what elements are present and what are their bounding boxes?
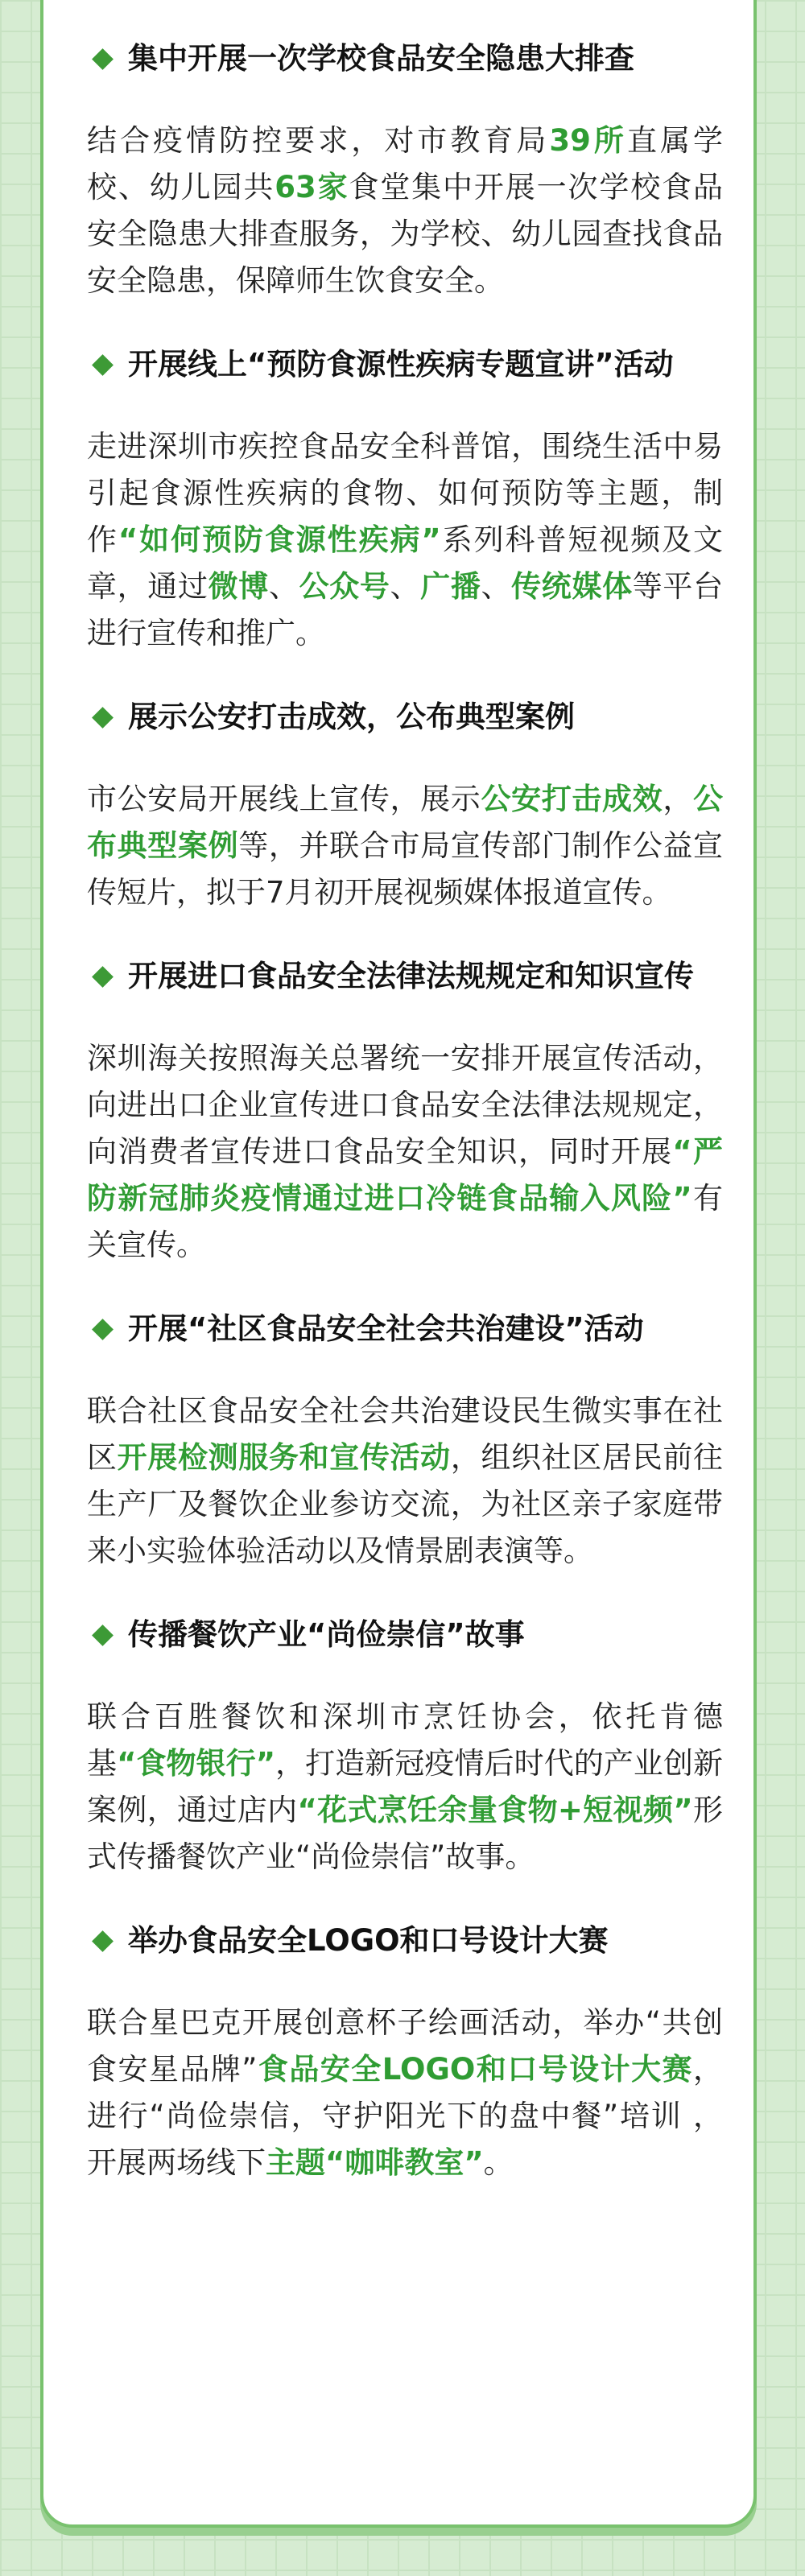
section-heading (87, 1306, 723, 1352)
section-paragraph (87, 423, 723, 657)
section-3 (87, 657, 723, 916)
highlight-text: “严防新冠肺炎疫情通过进口冷链食品输入风险” (87, 1134, 723, 1216)
body-text: 、 (268, 569, 299, 604)
highlight-text: 公安打击成效 (481, 782, 663, 816)
diamond-bullet-icon (92, 354, 114, 376)
highlight-text: 39所 (549, 123, 627, 158)
section-heading (87, 694, 723, 741)
section-7 (87, 1880, 723, 2186)
section-2 (87, 304, 723, 657)
section-gap (87, 1880, 723, 1918)
section-heading-text: 展示公安打击成效，公布典型案例 (128, 700, 575, 734)
section-heading (87, 341, 723, 388)
highlight-text: 开展检测服务和宣传活动 (117, 1440, 451, 1475)
section-heading-text: 开展进口食品安全法律法规规定和知识宣传 (128, 959, 694, 993)
section-gap (87, 1269, 723, 1306)
section-gap (87, 916, 723, 953)
section-heading (87, 953, 723, 1000)
highlight-text: 微博 (208, 569, 269, 604)
section-heading (87, 35, 723, 82)
highlight-text: 63家 (275, 170, 349, 204)
section-5 (87, 1269, 723, 1575)
body-text: 系列科普短视频及文章，通过 (87, 522, 724, 604)
content-card (40, 0, 757, 2528)
body-text: ，进行“尚俭崇信，守护阳光下的盘中餐”培训 ，开展两场线下 (87, 2052, 723, 2180)
section-paragraph (87, 1388, 723, 1575)
body-text: 深圳海关按照海关总署统一安排开展宣传活动，向进出口企业宣传进口食品安全法律法规规定，向消费者宣传进口食品安全知识，同时开展 (87, 1041, 723, 1169)
section-gap (87, 657, 723, 694)
diamond-bullet-icon (92, 1319, 114, 1340)
highlight-text: “食物银行” (117, 1746, 276, 1781)
body-text: 食堂集中开展一次学校食品安全隐患大排查服务，为学校、幼儿园查找食品安全隐患，保障师生饮食安全。 (87, 170, 724, 298)
highlight-text: “花式烹饪余量食物+短视频” (297, 1793, 693, 1827)
body-text: 联合星巴克开展创意杯子绘画活动，举办“共创食安星品牌” (87, 2005, 723, 2087)
body-text: 市公安局开展线上宣传，展示 (87, 782, 481, 816)
highlight-text: 主题“咖啡教室” (266, 2145, 484, 2180)
body-text: ， (663, 782, 694, 816)
section-heading (87, 1612, 723, 1658)
section-gap (87, 304, 723, 341)
body-text: 联合社区食品安全社会共治建设民生微实事在社区 (87, 1393, 723, 1475)
body-text: 、 (390, 569, 421, 604)
body-text: 直属学校、幼儿园共 (87, 123, 723, 204)
body-text: 等，并联合市局宣传部门制作公益宣传短片，拟于7月初开展视频媒体报道宣传。 (87, 828, 723, 910)
body-text: 。 (483, 2145, 514, 2180)
diamond-bullet-icon (92, 1624, 114, 1646)
highlight-text: 广播 (420, 569, 481, 604)
section-gap (87, 1575, 723, 1612)
body-text: ，打造新冠疫情后时代的产业创新案例，通过店内 (87, 1746, 724, 1827)
diamond-bullet-icon (92, 1930, 114, 1952)
section-heading-text: 传播餐饮产业“尚俭崇信”故事 (128, 1617, 525, 1652)
section-heading-text: 开展线上“预防食源性疾病专题宣讲”活动 (128, 347, 674, 382)
diamond-bullet-icon (92, 707, 114, 729)
highlight-text: 公布典型案例 (87, 782, 724, 863)
highlight-text: “如何预防食源性疾病” (118, 522, 441, 557)
section-4 (87, 916, 723, 1269)
body-text: ，组织社区居民前往生产厂及餐饮企业参访交流，为社区亲子家庭带来小实验体验活动以及情景剧表演等。 (87, 1440, 724, 1568)
section-paragraph (87, 776, 723, 916)
highlight-text: 食品安全LOGO和口号设计大赛 (257, 2052, 693, 2087)
section-heading-text: 举办食品安全LOGO和口号设计大赛 (128, 1923, 609, 1958)
body-text: 走进深圳市疾控食品安全科普馆，围绕生活中易引起食源性疾病的食物、如何预防等主题，制作 (87, 429, 723, 557)
body-text: 结合疫情防控要求，对市教育局 (87, 123, 550, 158)
body-text: 形式传播餐饮产业“尚俭崇信”故事。 (87, 1793, 724, 1874)
section-paragraph (87, 1035, 723, 1269)
section-paragraph (87, 118, 723, 304)
section-heading-text: 集中开展一次学校食品安全隐患大排查 (128, 41, 634, 76)
section-paragraph (87, 2000, 723, 2186)
highlight-text: 公众号 (299, 569, 390, 604)
article-body (87, 35, 723, 2186)
diamond-bullet-icon (92, 48, 114, 70)
body-text: 等平台进行宣传和推广。 (87, 569, 724, 650)
body-text: 有关宣传。 (87, 1181, 724, 1262)
section-heading (87, 1918, 723, 1964)
diamond-bullet-icon (92, 966, 114, 988)
section-paragraph (87, 1694, 723, 1880)
section-1 (87, 35, 723, 304)
section-6 (87, 1575, 723, 1880)
body-text: 、 (481, 569, 512, 604)
body-text: 联合百胜餐饮和深圳市烹饪协会，依托肯德基 (87, 1699, 723, 1781)
section-heading-text: 开展“社区食品安全社会共治建设”活动 (128, 1311, 644, 1346)
highlight-text: 传统媒体 (511, 569, 633, 604)
